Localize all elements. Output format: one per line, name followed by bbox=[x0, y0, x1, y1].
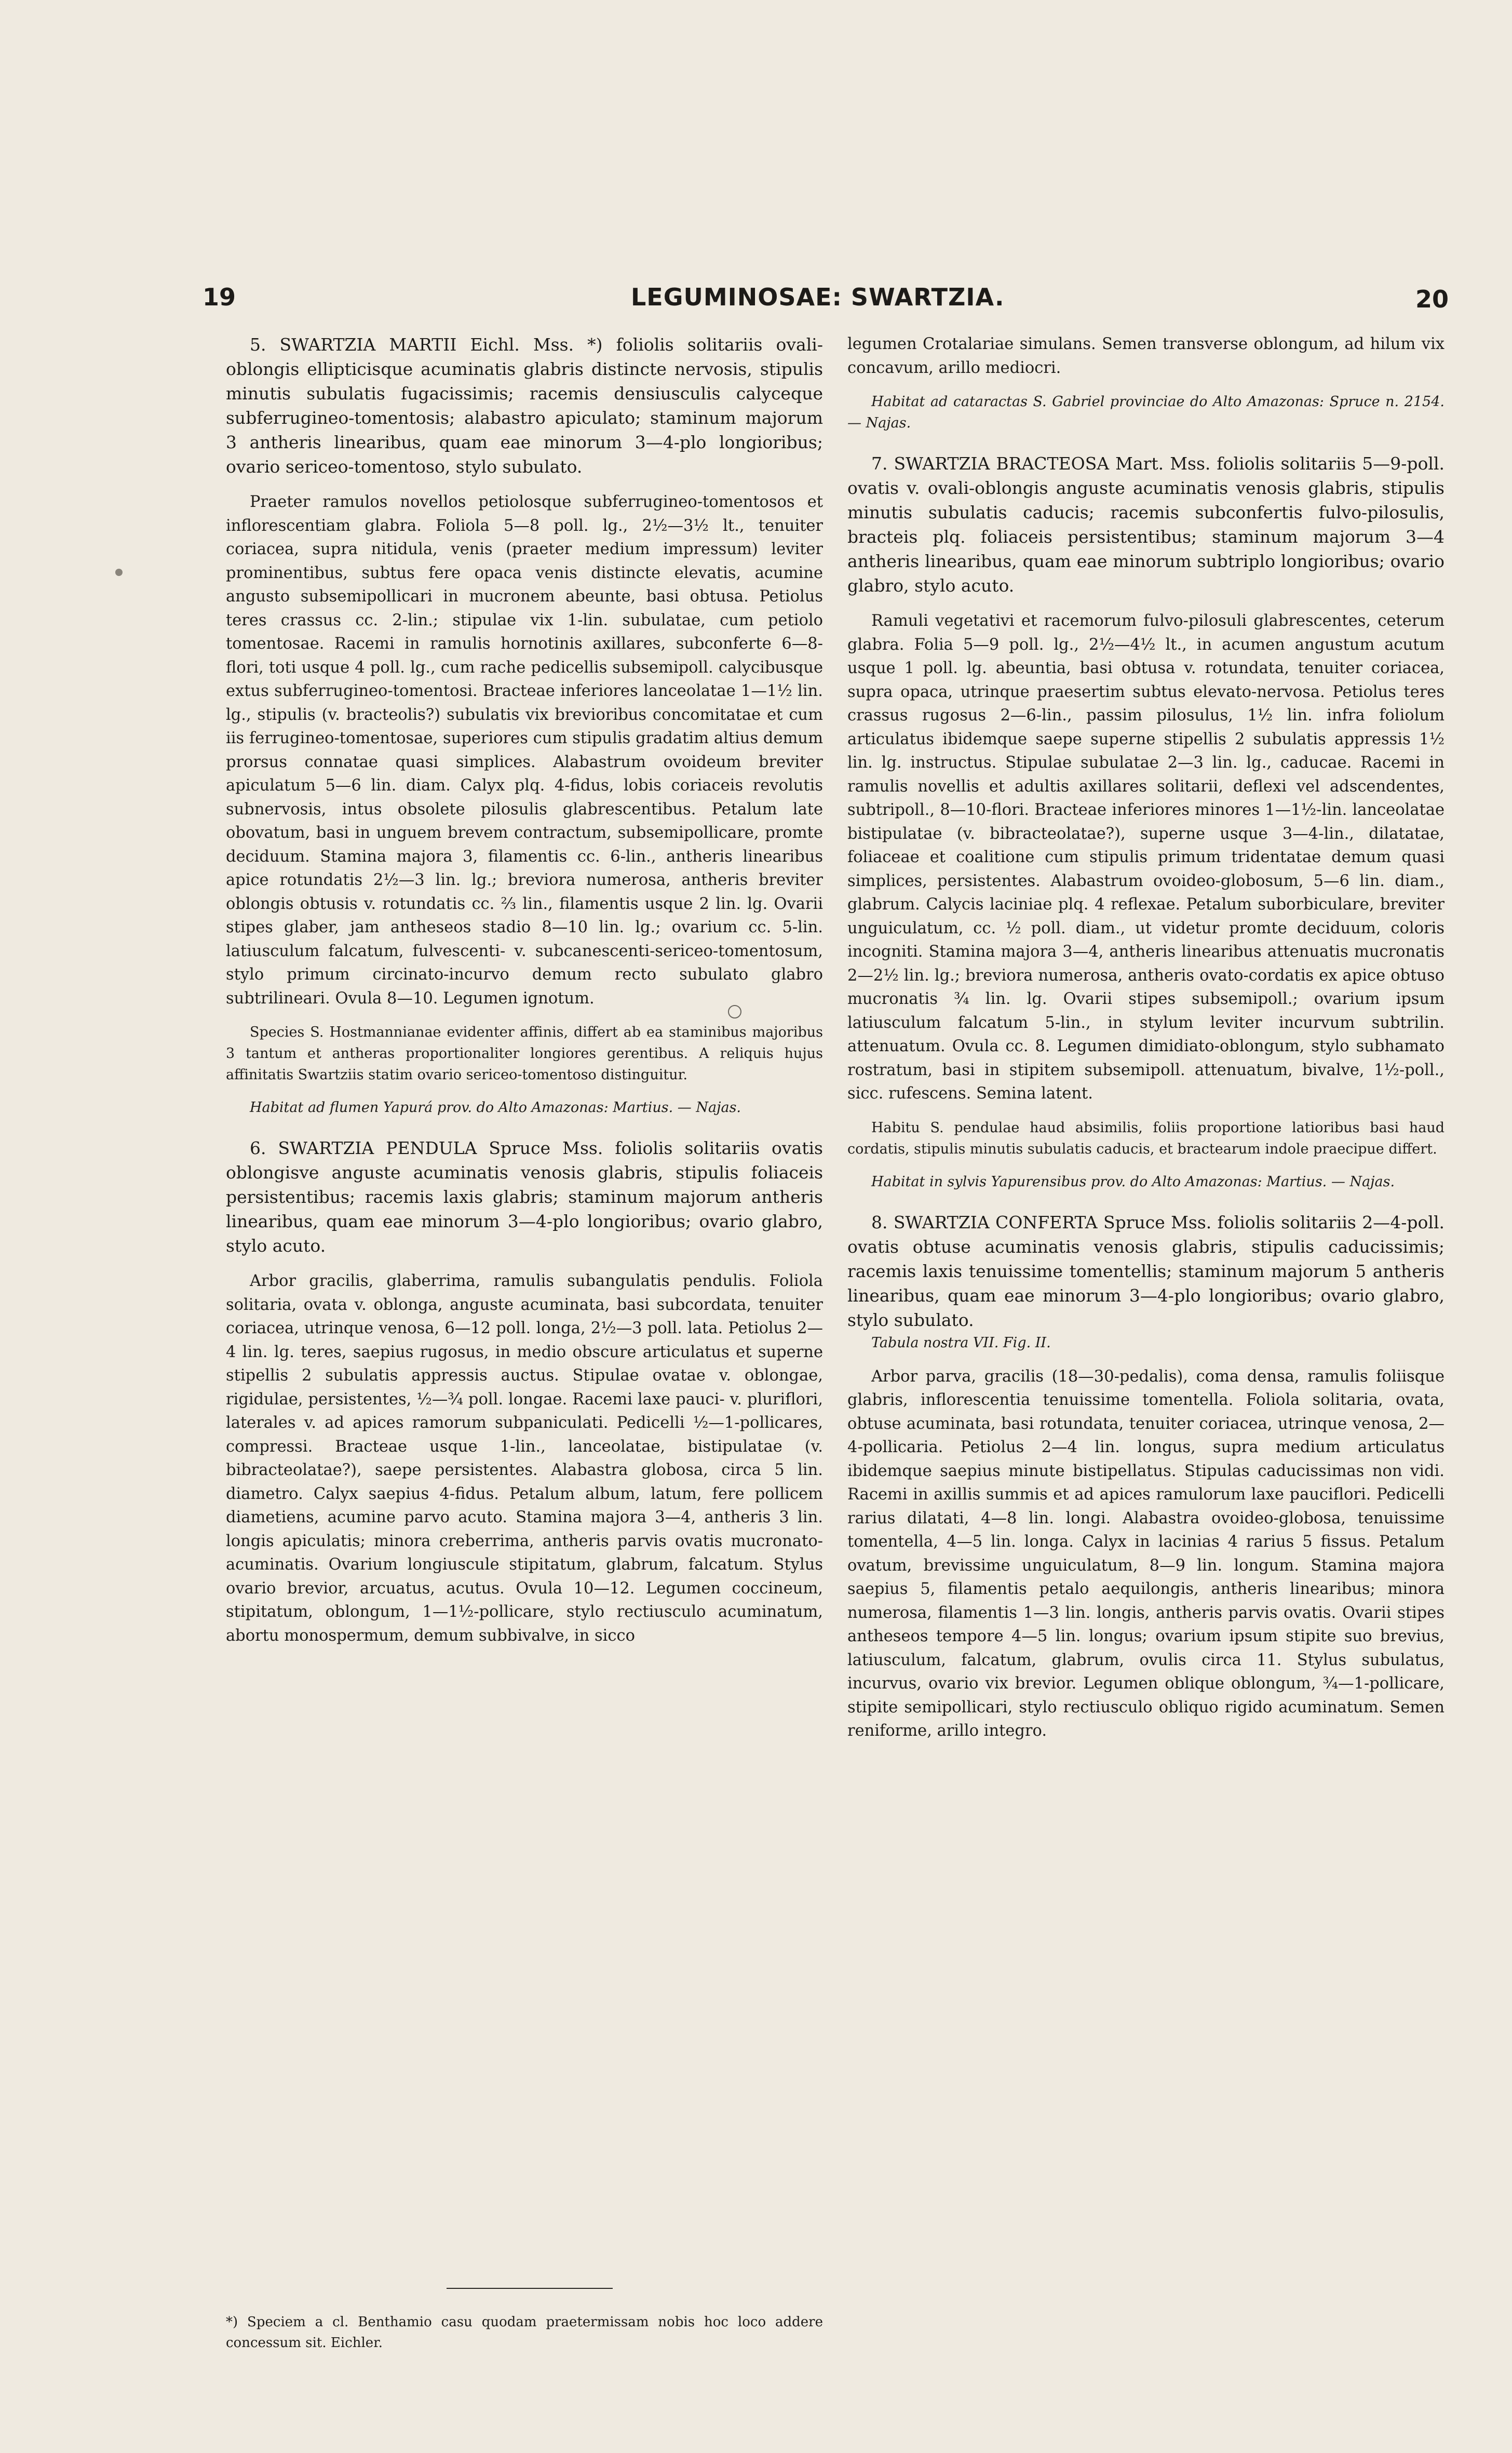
species-6-continuation: legumen Crotalariae simulans. Semen transverse oblongum, ad hilum vix concavum, arillo mediocri. bbox=[847, 335, 1445, 377]
left-column bbox=[226, 332, 823, 1647]
species-8-description: Arbor parva, gracilis (18—30-pedalis), coma densa, ramulis foliisque glabris, inflorescentia tenuissime tomentella. Foliola solitaria, ovata, obtuse acuminata, basi rotundata, tenuiter coriacea, utrinque venosa, 2—4-pollicaria. Petiolus 2—4 lin. longus, supra medium articulatus ibidemque saepius minute bistipellatus. Stipulas caducissimas non vidi. Racemi in axillis summis et ad apices ramulorum laxe pauciflori. Pedicelli rarius dilatati, 4—8 lin. longi. Alabastra ovoideo-globosa, tenuissime tomentella, 4—5 lin. longa. Calyx in lacinias 4 rarius 5 fissus. Petalum ovatum, brevissime unguiculatum, 8—9 lin. longum. Stamina majora saepius 5, filamentis petalo aequilongis, antheris linearibus; minora numerosa, filamentis 1—3 lin. longis, antheris parvis ovatis. Ovarii stipes antheseos tempore 4—5 lin. longus; ovarium ipsum stipite suo brevius, latiusculum, falcatum, glabrum, ovulis circa 11. Stylus subulatus, incurvus, ovario vix brevior. Legumen oblique oblongum, ¾—1-pollicare, stipite semipollicari, stylo rectiusculo obliquo rigido acuminatum. Semen reniforme, arillo integro. bbox=[847, 1367, 1445, 1740]
species-5-diagnosis: 5. SWARTZIA MARTII Eichl. Mss. *) foliolis solitariis ovali-oblongis ellipticisque acuminatis glabris distincte nervosis, stipulis minutis subulatis fugacissimis; racemis densiusculis calyceque subferrugineo-tomentosis; alabastro apiculato; staminum majorum 3 antheris linearibus, quam eae minorum 3—4-plo longioribus; ovario sericeo-tomentoso, stylo subulato. bbox=[226, 334, 823, 477]
running-title: LEGUMINOSAE: SWARTZIA. bbox=[631, 283, 1005, 311]
species-6-habitat: Habitat ad cataractas S. Gabriel provinciae do Alto Amazonas: Spruce n. 2154. — Najas. bbox=[847, 394, 1445, 431]
page-number-left: 19 bbox=[203, 283, 236, 311]
page-header bbox=[203, 283, 1449, 325]
footnote: *) Speciem a cl. Benthamio casu quodam praetermissam nobis hoc loco addere concessum sit. Eichler. bbox=[226, 2314, 823, 2351]
species-7-habitat: Habitat in sylvis Yapurensibus prov. do Alto Amazonas: Martius. — Najas. bbox=[871, 1173, 1395, 1190]
species-5-note: Species S. Hostmannianae evidenter affinis, differt ab ea staminibus majoribus 3 tantum et antheras proportionaliter longiores gerentibus. A reliquis hujus affinitatis Swartziis statim ovario sericeo-tomentoso distinguitur. bbox=[226, 1024, 823, 1083]
species-7-description: Ramuli vegetativi et racemorum fulvo-pilosuli glabrescentes, ceterum glabra. Folia 5—9 poll. lg., 2½—4½ lt., in acumen angustum acutum usque 1 poll. lg. abeuntia, basi obtusa v. rotundata, tenuiter coriacea, supra opaca, utrinque praesertim subtus elevato-nervosa. Petiolus teres crassus rugosus 2—6-lin., passim pilosulus, 1½ lin. infra foliolum articulatus ibidemque saepe superne stipellis 2 subulatis appressis 1½ lin. lg. instructus. Stipulae subulatae 2—3 lin. lg., caducae. Racemi in ramulis novellis et adultis axillares solitarii, deflexi vel adscendentes, subtripoll., 8—10-flori. Bracteae inferiores minores 1—1½-lin. lanceolatae bistipulatae (v. bibracteolatae?), superne usque 3—4-lin., dilatatae, foliaceae et coalitione cum stipulis primum tridentatae demum quasi simplices, persistentes. Alabastrum ovoideo-globosum, 5—6 lin. diam., glabrum. Calycis laciniae plq. 4 reflexae. Petalum suborbiculare, breviter unguiculatum, cc. ½ poll. diam., ut videtur promte deciduum, coloris incogniti. Stamina majora 3—4, antheris linearibus attenuatis mucronatis 2—2½ lin. lg.; breviora numerosa, antheris ovato-cordatis ex apice obtuso mucronatis ¾ lin. lg. Ovarii stipes subsemipoll.; ovarium ipsum latiusculum falcatum 5-lin., in stylum leviter incurvum subtrilin. attenuatum. Ovula cc. 8. Legumen dimidiato-oblongum, stylo subhamato rostratum, basi in stipitem subsemipoll. attenuatum, bivalve, 1½-poll., sicc. rufescens. Semina latent. bbox=[847, 612, 1445, 1103]
species-8-diagnosis: 8. SWARTZIA CONFERTA Spruce Mss. foliolis solitariis 2—4-poll. ovatis obtuse acuminatis venosis glabris, stipulis caducissimis; racemis laxis tenuissime tomentellis; staminum majorum 5 antheris linearibus, quam eae minorum 3—4-plo longioribus; ovario glabro, stylo subulato. bbox=[847, 1212, 1445, 1330]
page-spot bbox=[115, 569, 123, 576]
species-6-description: Arbor gracilis, glaberrima, ramulis subangulatis pendulis. Foliola solitaria, ovata v. oblonga, anguste acuminata, basi subcordata, tenuiter coriacea, utrinque venosa, 6—12 poll. longa, 2½—3 poll. lata. Petiolus 2—4 lin. lg. teres, saepius rugosus, in medio obscure articulatus et superne stipellis 2 subulatis appressis auctus. Stipulae ovatae v. oblongae, rigidulae, persistentes, ½—¾ poll. longae. Racemi laxe pauci- v. pluriflori, laterales v. ad apices ramorum subpaniculati. Pedicelli ½—1-pollicares, compressi. Bracteae usque 1-lin., lanceolatae, bistipulatae (v. bibracteolatae?), saepe persistentes. Alabastra globosa, circa 5 lin. diametro. Calyx saepius 4-fidus. Petalum album, latum, fere pollicem diametiens, acumine parvo acuto. Stamina majora 3—4, antheris 3 lin. longis apiculatis; minora creberrima, antheris parvis ovatis mucronato-acuminatis. Ovarium longiuscule stipitatum, glabrum, falcatum. Stylus ovario brevior, arcuatus, acutus. Ovula 10—12. Legumen coccineum, stipitatum, oblongum, 1—1½-pollicare, stylo rectiusculo acuminatum, abortu monospermum, demum subbivalve, in sicco bbox=[226, 1272, 823, 1645]
right-column bbox=[847, 332, 1445, 1743]
page-number-right: 20 bbox=[1415, 285, 1449, 313]
species-8-plate-reference: Tabula nostra VII. Fig. II. bbox=[871, 1334, 1051, 1351]
species-7-diagnosis: 7. SWARTZIA BRACTEOSA Mart. Mss. foliolis solitariis 5—9-poll. ovatis v. ovali-oblongis anguste acuminatis venosis glabris, stipulis minutis subulatis caducis; racemis subconfertis fulvo-pilosulis, bracteis plq. foliaceis persistentibus; staminum majorum 3—4 antheris linearibus, quam eae minorum subtriplo longioribus; ovario glabro, stylo acuto. bbox=[847, 453, 1445, 596]
species-5-description: Praeter ramulos novellos petiolosque subferrugineo-tomentosos et inflorescentiam glabra. Foliola 5—8 poll. lg., 2½—3½ lt., tenuiter coriacea, supra nitidula, venis (praeter medium impressum) leviter prominentibus, subtus fere opaca venis distincte elevatis, acumine angusto subsemipollicari in mucronem abeunte, basi obtusa. Petiolus teres crassus cc. 2-lin.; stipulae vix 1-lin. subulatae, cum petiolo tomentosae. Racemi in ramulis hornotinis axillares, subconferte 6—8-flori, toti usque 4 poll. lg., cum rache pedicellis subsemipoll. calycibusque extus subferrugineo-tomentosi. Bracteae inferiores lanceolatae 1—1½ lin. lg., stipulis (v. bracteolis?) subulatis vix brevioribus concomitatae et cum iis ferrugineo-tomentosae, superiores cum stipulis gradatim altius demum prorsus connatae quasi simplices. Alabastrum ovoideum breviter apiculatum 5—6 lin. diam. Calyx plq. 4-fidus, lobis coriaceis revolutis subnervosis, intus obsolete pilosulis glabrescentibus. Petalum late obovatum, basi in unguem brevem contractum, subsemipollicare, promte deciduum. Stamina majora 3, filamentis cc. 6-lin., antheris linearibus apice rotundatis 2½—3 lin. lg.; breviora numerosa, antheris breviter oblongis obtusis v. rotundatis cc. ⅔ lin., filamentis usque 2 lin. lg. Ovarii stipes glaber, jam antheseos stadio 8—10 lin. lg.; ovarium cc. 5-lin. latiusculum falcatum, fulvescenti- v. subcanescenti-sericeo-tomentosum, stylo primum circinato-incurvo demum recto subulato glabro subtrilineari. Ovula 8—10. Legumen ignotum. bbox=[226, 493, 823, 1008]
footnote-rule bbox=[447, 2288, 613, 2289]
species-6-diagnosis: 6. SWARTZIA PENDULA Spruce Mss. foliolis solitariis ovatis oblongisve anguste acuminatis venosis glabris, stipulis foliaceis persistentibus; racemis laxis glabris; staminum majorum antheris linearibus, quam eae minorum 3—4-plo longioribus; ovario glabro, stylo acuto. bbox=[226, 1138, 823, 1256]
species-7-note: Habitu S. pendulae haud absimilis, foliis proportione latioribus basi haud cordatis, stipulis minutis subulatis caducis, et bractearum indole praecipue differt. bbox=[847, 1119, 1445, 1157]
species-5-habitat: Habitat ad flumen Yapurá prov. do Alto Amazonas: Martius. — Najas. bbox=[250, 1100, 741, 1116]
